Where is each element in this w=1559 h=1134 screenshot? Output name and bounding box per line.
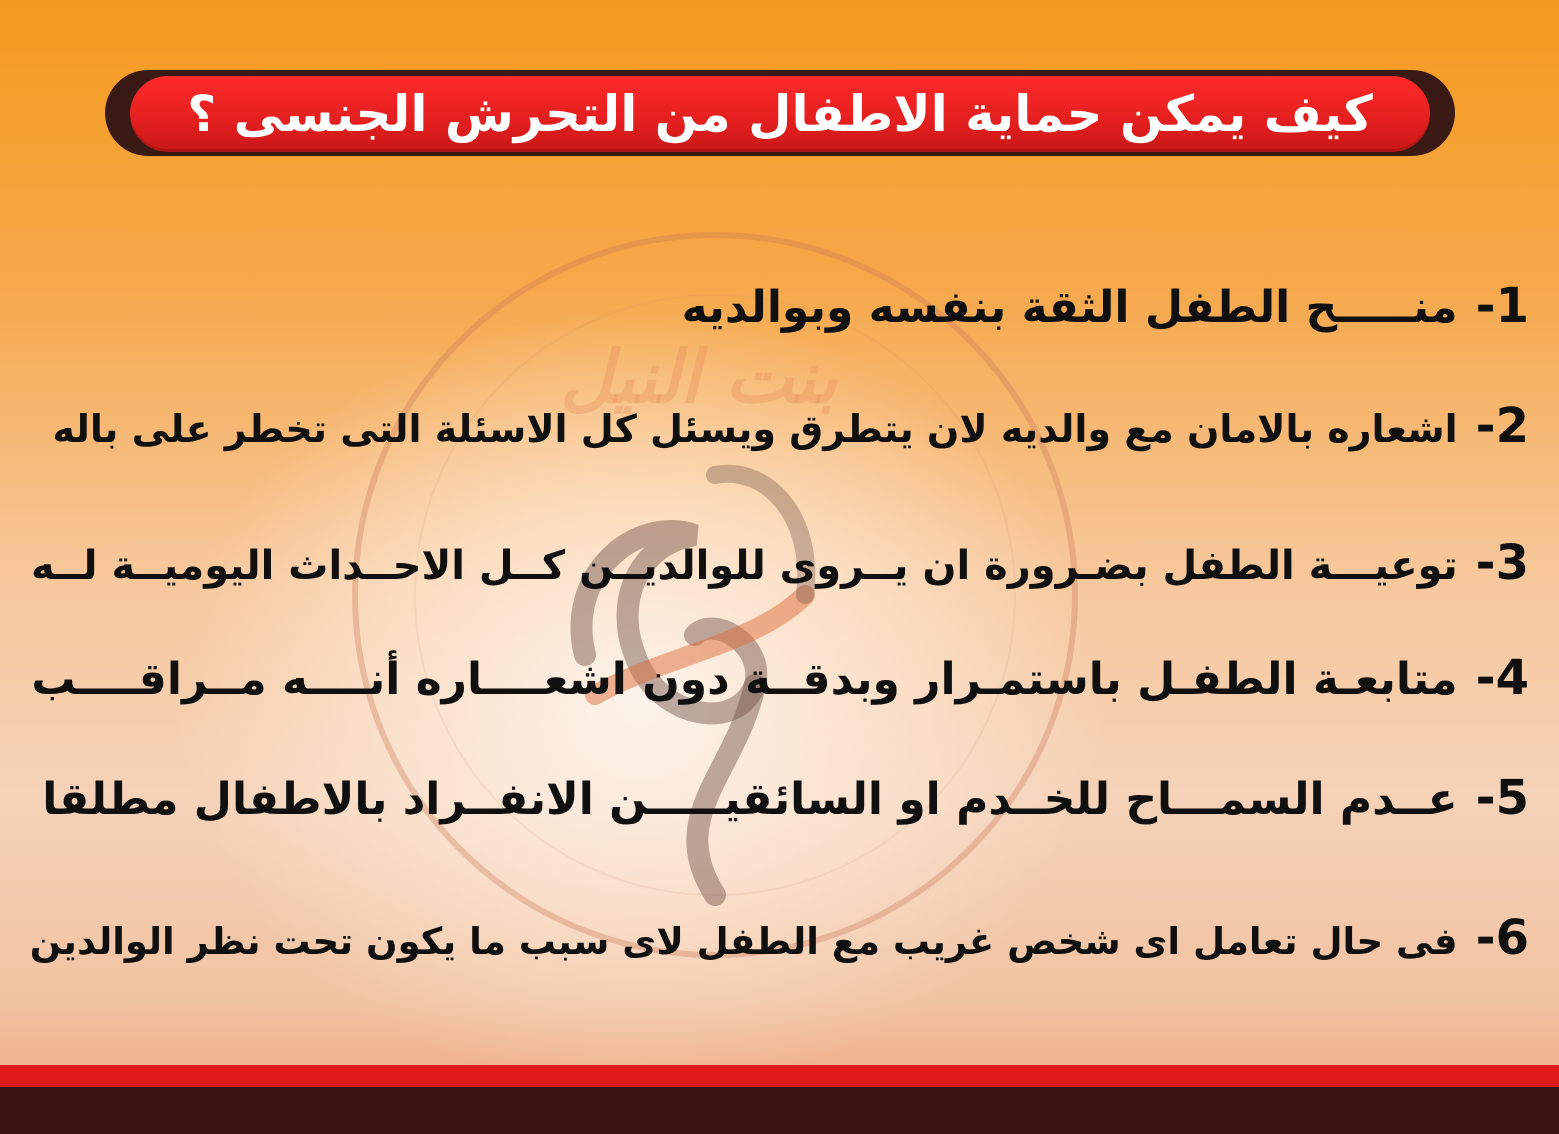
item-number: 6- [1475, 910, 1529, 966]
list-item [42, 770, 1529, 826]
item-text: اشعاره بالامان مع والديه لان يتطرق ويسئل كل الاسئلة التى تخطر على باله [52, 407, 1458, 451]
list-item [30, 910, 1529, 966]
item-text: متابعـة الطفـل باستمـرار وبدقــة دون اشعــــاره أنــــه مــراقــــب [31, 654, 1458, 705]
list-item [31, 535, 1529, 591]
footer-dark-band [0, 1087, 1559, 1134]
item-text: توعيـــة الطفل بضـرورة ان يــروى للوالديــن كــل الاحــداث اليوميــة لــه [30, 543, 1458, 589]
item-text: منـــــح الطفل الثقة بنفسه وبوالديه [681, 282, 1458, 333]
footer-red-stripe [0, 1065, 1559, 1087]
item-text: فى حال تعامل اى شخص غريب مع الطفل لاى سبب ما يكون تحت نظر الوالدين [29, 920, 1458, 963]
item-number: 3- [1475, 535, 1529, 591]
list-item [31, 650, 1529, 706]
list-item [682, 278, 1529, 334]
list-item [53, 398, 1529, 454]
page-title: كيف يمكن حماية الاطفال من التحرش الجنسى ؟ [187, 85, 1373, 143]
watermark-text: بنت النيل [560, 335, 838, 419]
item-number: 5- [1475, 770, 1529, 826]
item-number: 1- [1475, 278, 1529, 334]
item-number: 4- [1475, 650, 1529, 706]
item-number: 2- [1475, 398, 1529, 454]
item-text: عــدم السمـــاح للخــدم او السائقيـــــن الانفــراد بالاطفال مطلقا [42, 774, 1458, 825]
